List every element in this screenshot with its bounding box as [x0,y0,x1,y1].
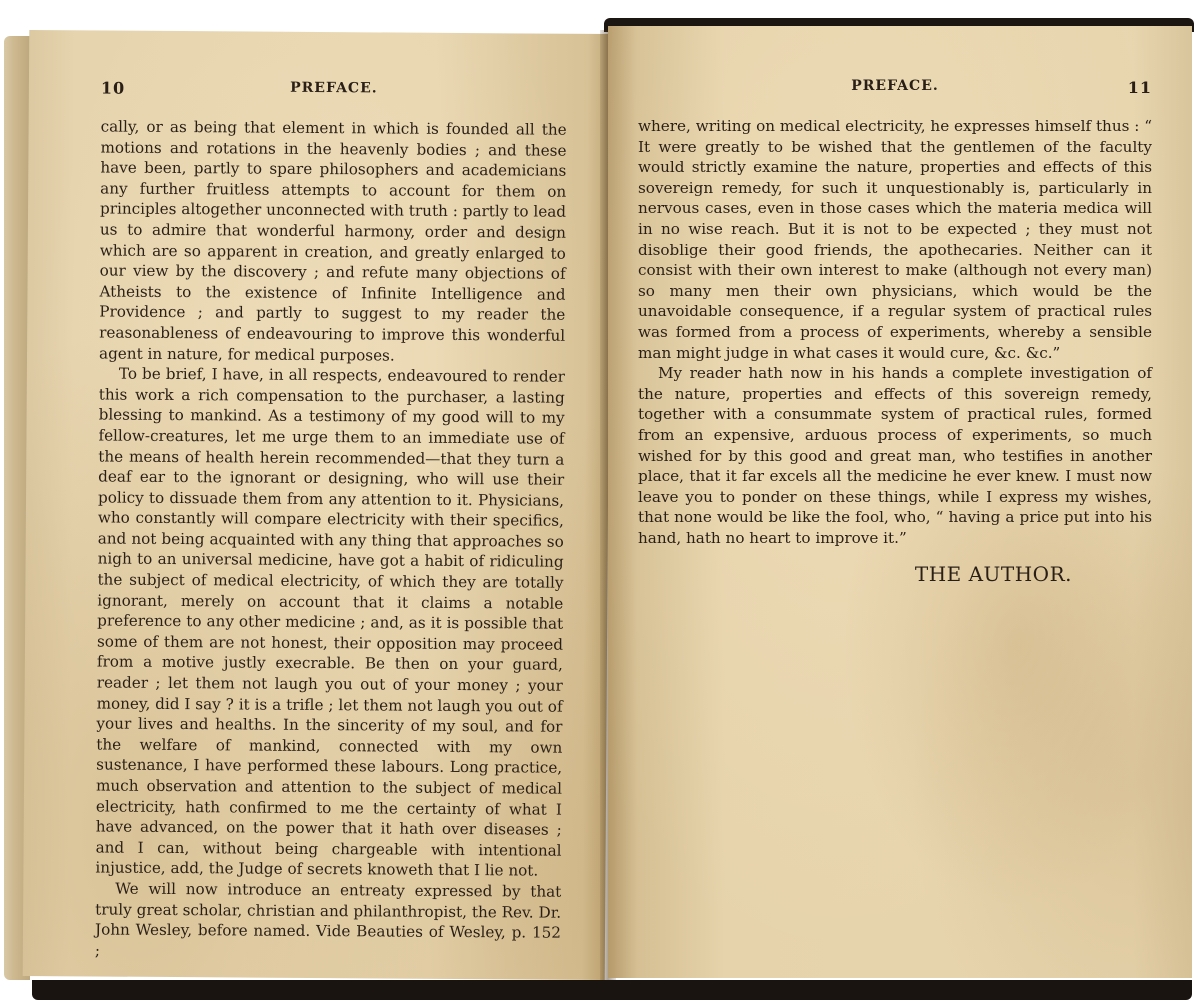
left-page-text [95,116,567,964]
right-running-head [638,78,1152,104]
author-signature: THE AUTHOR. [914,562,1072,587]
paragraph: My reader hath now in his hands a complete investigation of the nature, properties and effects of this sovereign remedy, together with a consummate system of practical rules, formed from an expensive, arduous process of experiments, so much wished for by this good and great man, who testifies in another place, that it far excels all the medicine he ever knew. I must now leave you to ponder on these things, while I express my wishes, that none would be like the fool, who, “ having a price put into his hand, hath no heart to improve it.” [638,364,1152,547]
book-cover-bottom [32,980,1192,1000]
left-running-title: PREFACE. [290,79,378,97]
paragraph: where, writing on medical electricity, he expresses himself thus : “ It were greatly to be wished that the gentlemen of the faculty would strictly examine the nature, properties and effects of this sovereign remedy, for such it unquestionably is, particularly in nervous cases, even in those cases which the materia medica will in no wise reach. But it is not to be expected ; they must not disoblige their good friends, the apothecaries. Neither can it consist with their own interest to make (although not every man) so many men their own physicians, which would be the unavoidable consequence, if a regular system of practical rules was formed from a process of experiments, whereby a sensible man might judge in what cases it would cure, &c. &c.” [638,117,1152,362]
paragraph: We will now introduce an entreaty expressed by that truly great scholar, christian and philanthropist, the Rev. Dr. John Wesley, before named. Vide Beauties of Wesley, p. 152 ; [94,879,562,960]
left-running-head [101,78,567,107]
open-book [4,8,1196,993]
left-page-number: 10 [100,78,126,98]
paragraph: To be brief, I have, in all respects, endeavoured to render this work a rich compensation to the purchaser, a lasting blessing to mankind. As a testimony of my good will to my fellow-creatures, let me urge them to an immediate use of the means of health herein recommended—that they turn a deaf ear to the ignorant or designing, who will use their policy to dissuade them from any attention to it. Physicians, who constantly will compare electricity with their specifics, and not being acquainted with any thing that approaches so nigh to an universal medicine, have got a habit of ridiculing the subject of medical electricity, of which they are totally ignorant, merely on account that it claims a notable preference to any other medicine ; and, as it is possible that some of them are not honest, their opposition may proceed from a motive justly execrable. Be then on your guard, reader ; let them not laugh you out of your money ; your money, did I say ? it is a trifle ; let them not laugh you out of your lives and healths. In the sincerity of my soul, and for the welfare of mankind, connected with my own sustenance, I have performed these labours. Long practice, much observation and attention to the subject of medical electricity, hath confirmed to me the certainty of what I have advanced, on the power that it hath over diseases ; and I can, without being chargeable with intentional injustice, add, the Judge of secrets knoweth that I lie not. [95,364,565,880]
right-page [608,26,1192,978]
right-running-title: PREFACE. [851,78,939,94]
paragraph: cally, or as being that element in which is founded all the motions and rotations in the heavenly bodies ; and these have been, partly to spare philosophers and academicians any further fruitless attempts to account for them on principles altogether unconnected with truth : partly to lead us to admire that wonderful harmony, order and design which are so apparent in creation, and greatly enlarged to our view by the discovery ; and refute many objections of Atheists to the existence of Infinite Intelligence and Providence ; and partly to suggest to my reader the reasonableness of endeavouring to improve this wonderful agent in nature, for medical purposes. [98,117,567,365]
left-page [23,30,612,980]
right-page-text [638,116,1152,548]
right-page-number: 11 [1127,78,1152,97]
